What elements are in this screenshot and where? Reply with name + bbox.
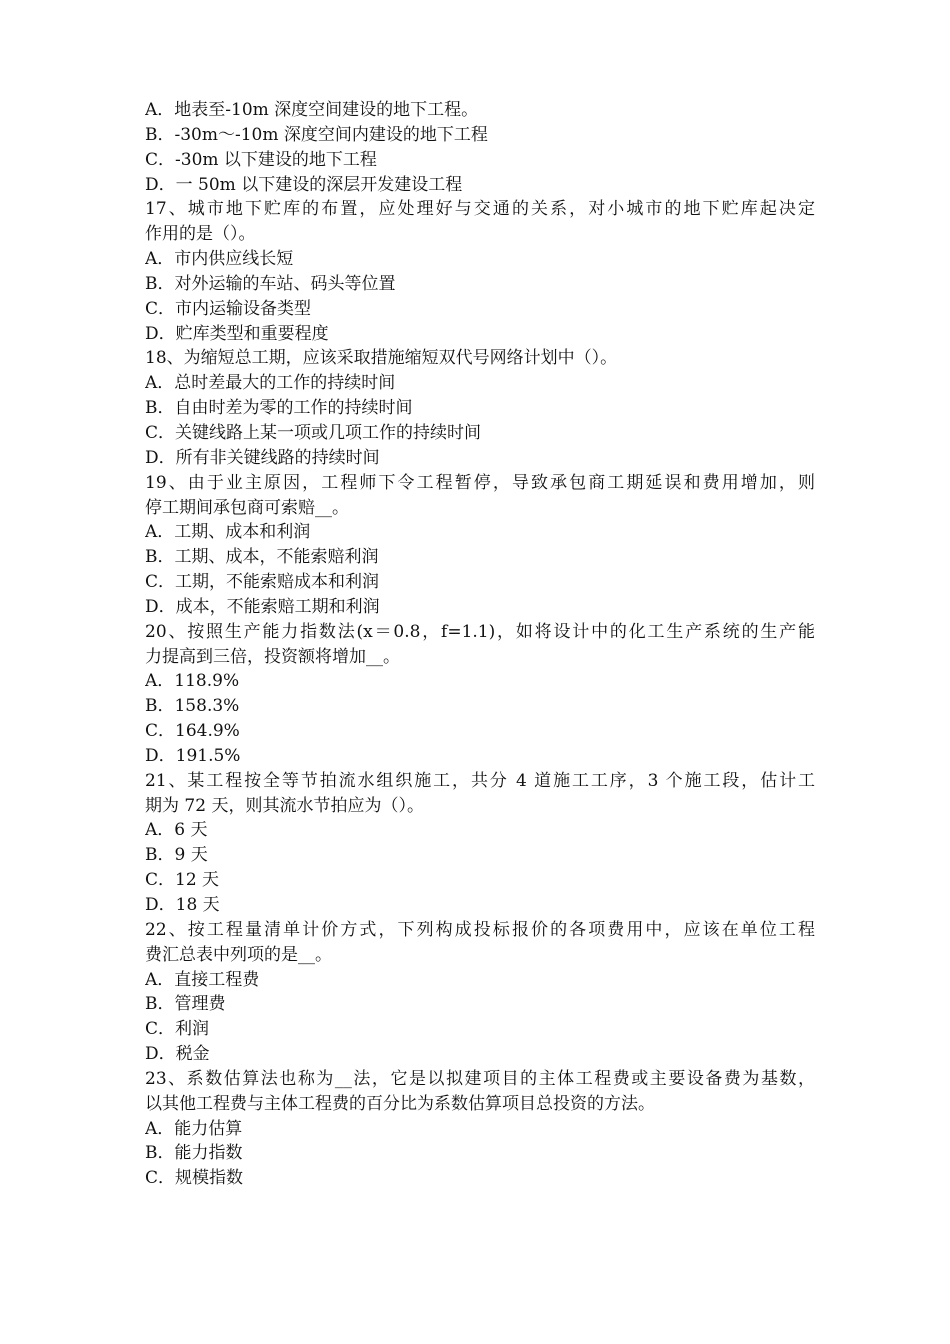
answer-option: C．-30m 以下建设的地下工程 [145,149,377,170]
answer-option: C．市内运输设备类型 [145,298,312,319]
answer-option: A．工期、成本和利润 [145,522,311,543]
answer-option: C．关键线路上某一项或几项工作的持续时间 [145,422,482,443]
question-text-line-end: 力提高到三倍，投资额将增加__。 [145,646,400,667]
answer-option: C．12 天 [145,870,220,891]
answer-option: D．税金 [145,1044,210,1065]
answer-option: A．直接工程费 [145,969,260,990]
answer-option: B．工期、成本，不能索赔利润 [145,547,379,568]
answer-option: B．能力指数 [145,1143,243,1164]
answer-option: A．118.9% [145,671,240,692]
answer-option: A．市内供应线长短 [145,249,294,270]
document-body [145,98,815,1191]
question-text-line: 20、按照生产能力指数法(x＝0.8，f=1.1)，如将设计中的化工生产系统的生产能 [145,621,815,642]
answer-option: B．158.3% [145,696,240,717]
question-text-line: 22、按工程量清单计价方式，下列构成投标报价的各项费用中，应该在单位工程 [145,919,815,940]
question-text-line: 21、某工程按全等节拍流水组织施工，共分 4 道施工工序，3 个施工段，估计工 [145,770,815,791]
answer-option: D．成本，不能索赔工期和利润 [145,596,380,617]
question-text-line-end: 18、为缩短总工期，应该采取措施缩短双代号网络计划中（）。 [145,348,618,369]
answer-option: D．一 50m 以下建设的深层开发建设工程 [145,174,463,195]
answer-option: A．6 天 [145,820,208,841]
question-text-line: 23、系数估算法也称为__法，它是以拟建项目的主体工程费或主要设备费为基数， [145,1068,815,1089]
answer-option: C．工期，不能索赔成本和利润 [145,572,380,593]
answer-option: D．191.5% [145,745,241,766]
answer-option: B．自由时差为零的工作的持续时间 [145,398,413,419]
question-text-line-end: 停工期间承包商可索赔__。 [145,497,349,518]
question-text-line: 17、城市地下贮库的布置，应处理好与交通的关系，对小城市的地下贮库起决定 [145,199,815,220]
question-text-line-end: 费汇总表中列项的是__。 [145,944,332,965]
answer-option: B．-30m～-10m 深度空间内建设的地下工程 [145,124,488,145]
answer-option: B．管理费 [145,994,226,1015]
answer-option: C．利润 [145,1019,210,1040]
question-text-line-end: 期为 72 天，则其流水节拍应为（）。 [145,795,424,816]
answer-option: B．9 天 [145,845,208,866]
answer-option: D．所有非关键线路的持续时间 [145,447,380,468]
answer-option: A．总时差最大的工作的持续时间 [145,373,396,394]
question-text-line: 19、由于业主原因，工程师下令工程暂停，导致承包商工期延误和费用增加，则 [145,472,815,493]
answer-option: D．18 天 [145,895,220,915]
question-text-line-end: 以其他工程费与主体工程费的百分比为系数估算项目总投资的方法。 [145,1093,655,1114]
answer-option: B．对外运输的车站、码头等位置 [145,273,396,294]
answer-option: C．规模指数 [145,1168,244,1189]
answer-option: A．地表至-10m 深度空间建设的地下工程。 [145,100,479,120]
question-text-line-end: 作用的是（）。 [145,224,256,245]
answer-option: D．贮库类型和重要程度 [145,323,329,344]
answer-option: C．164.9% [145,721,240,742]
answer-option: A．能力估算 [145,1118,243,1139]
